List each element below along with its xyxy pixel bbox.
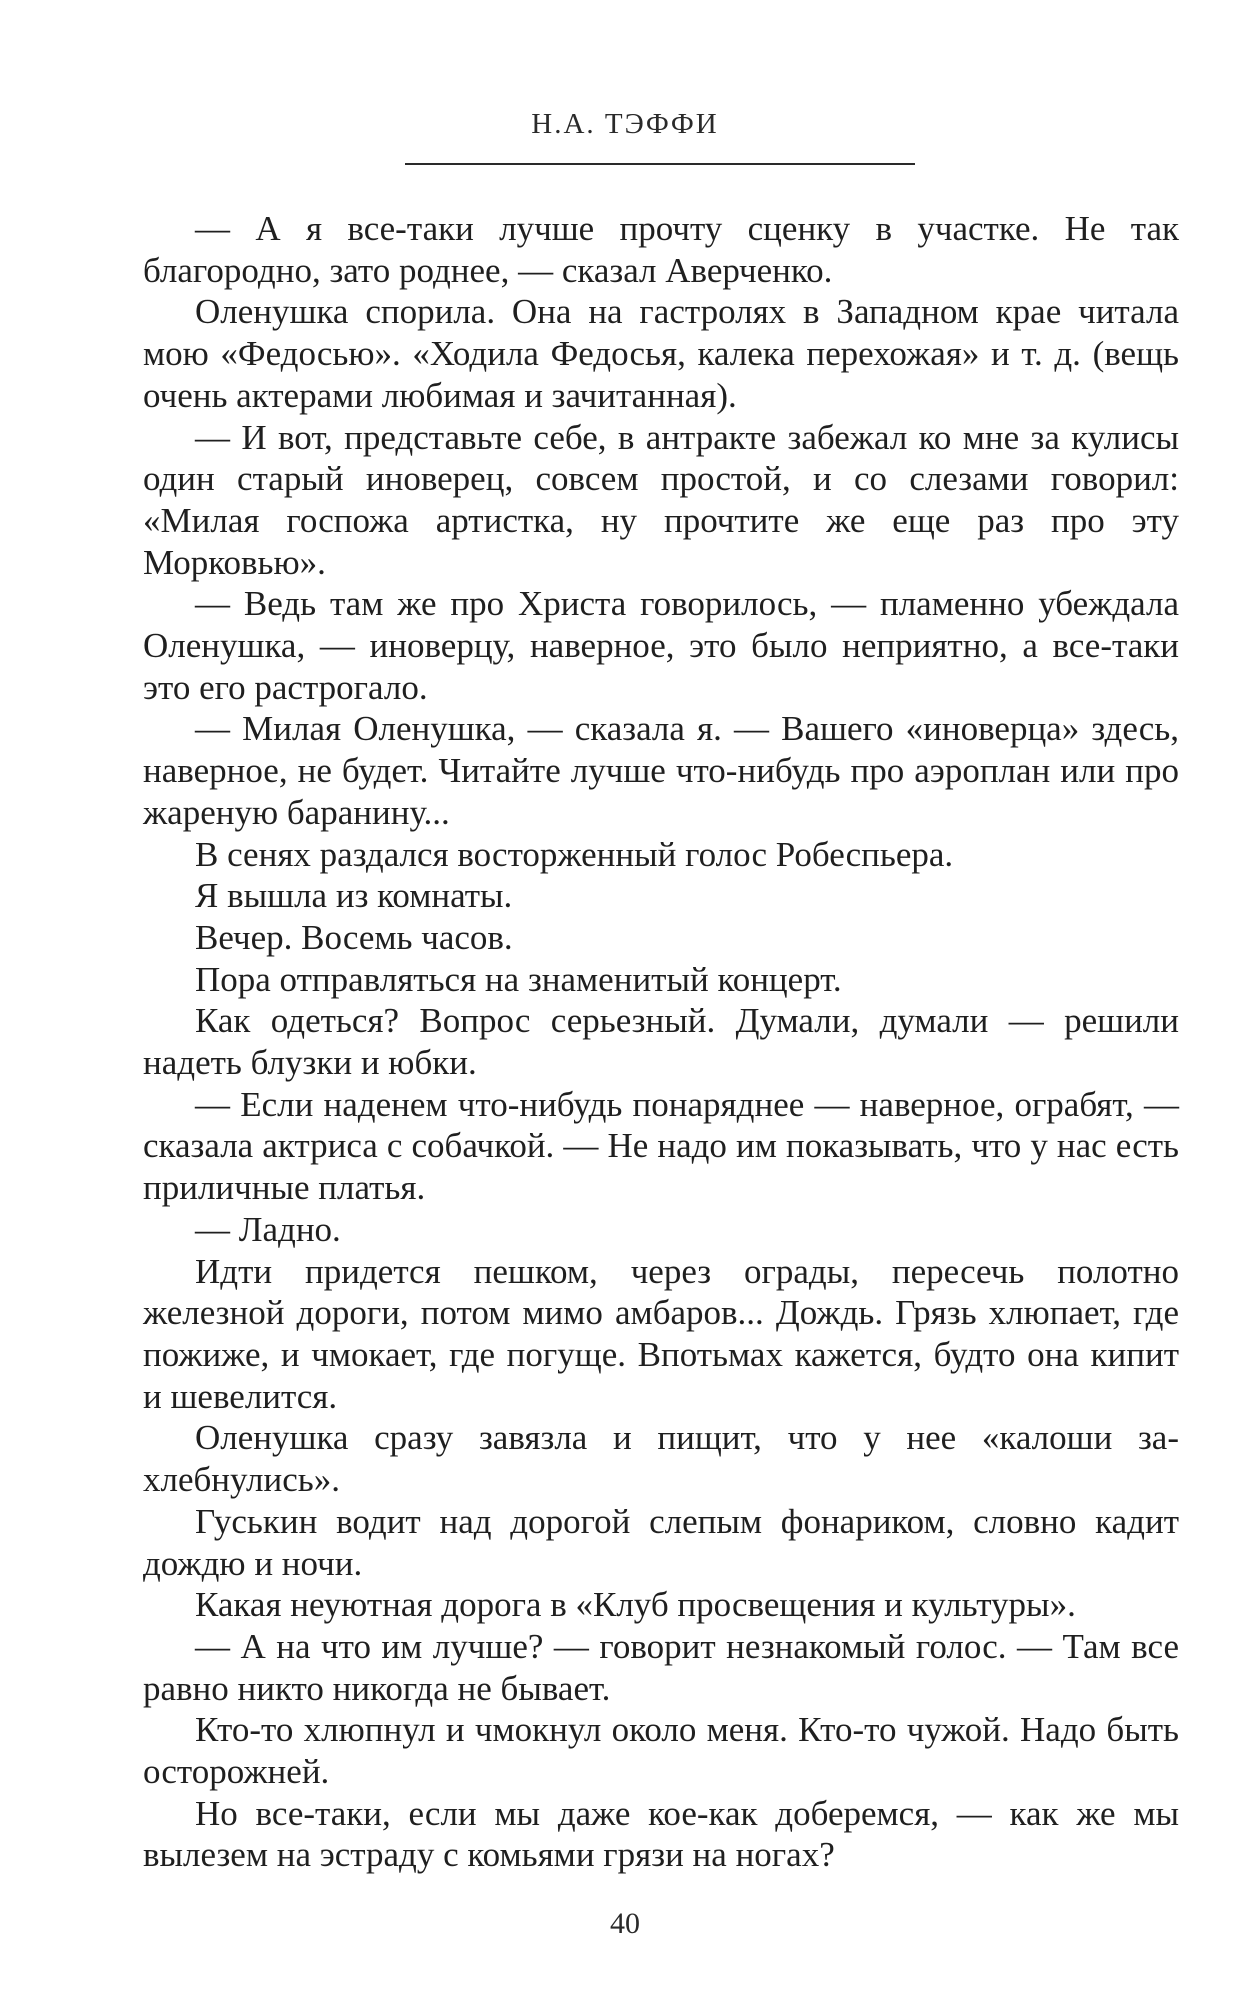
paragraph: Как одеться? Вопрос серьезный. Думали, думали — решили надеть блузки и юбки. (143, 1001, 1179, 1083)
paragraph: Идти придется пешком, через ограды, пересечь полотно железной дороги, потом мимо амбаров... Дождь. Грязь хлюпает, где пожиже, и чмокает, где погуще. Впотьмах кажется, будто она кипит и шевелится. (143, 1251, 1179, 1416)
paragraph: — И вот, представьте себе, в антракте забежал ко мне за кулисы один старый иноверец, совсем простой, и со слезами говорил: «Милая госпожа артистка, ну прочтите же еще раз про эту Морковью». (143, 417, 1179, 582)
paragraph: Гуськин водит над дорогой слепым фонариком, словно кадит дождю и ночи. (143, 1501, 1179, 1583)
running-head: Н.А. ТЭФФИ (531, 108, 719, 140)
paragraph: Пора отправляться на знаменитый концерт. (195, 959, 842, 999)
body-text (143, 208, 1179, 1876)
paragraph: — Ладно. (195, 1209, 341, 1249)
header-rule (405, 163, 915, 165)
paragraph: Оленушка спорила. Она на гастролях в Западном крае читала мою «Федосью». «Ходила Федосья, калека перехожая» и т. д. (вещь очень актерами любимая и зачитанная). (143, 292, 1179, 415)
paragraph: Оленушка сразу завязла и пищит, что у нее «калоши захлебнулись». (143, 1418, 1179, 1500)
paragraph: Какая неуютная дорога в «Клуб просвещения и культуры». (195, 1585, 1076, 1625)
paragraph: — Милая Оленушка, — сказала я. — Вашего «иноверца» здесь, наверное, не будет. Читайте лучше что-нибудь про аэроплан или про жареную баранину... (143, 709, 1179, 832)
paragraph: Но все-таки, если мы даже кое-как доберемся, — как же мы вылезем на эстраду с комьями грязи на ногах? (143, 1793, 1179, 1875)
paragraph: Я вышла из комнаты. (195, 876, 513, 916)
paragraph: В сенях раздался восторженный голос Робеспьера. (195, 834, 954, 874)
paragraph: Вечер. Восемь часов. (195, 917, 513, 957)
paragraph: — Ведь там же про Христа говорилось, — пламенно убеждала Оленушка, — иноверцу, наверное, это было неприятно, а все-таки это его растрогало. (143, 584, 1179, 707)
paragraph: Кто-то хлюпнул и чмокнул около меня. Кто-то чужой. Надо быть осторожней. (143, 1710, 1179, 1792)
paragraph: — А на что им лучше? — говорит незнакомый голос. — Там все равно никто никогда не бывает. (143, 1626, 1179, 1708)
page-number: 40 (610, 1907, 640, 1940)
paragraph: — А я все-таки лучше прочту сценку в участке. Не так благородно, зато роднее, — сказал Аверченко. (143, 209, 1179, 290)
paragraph: — Если наденем что-нибудь понаряднее — наверное, ограбят, — сказала актриса с собачкой. — Не надо им показывать, что у нас есть приличные платья. (143, 1084, 1179, 1208)
